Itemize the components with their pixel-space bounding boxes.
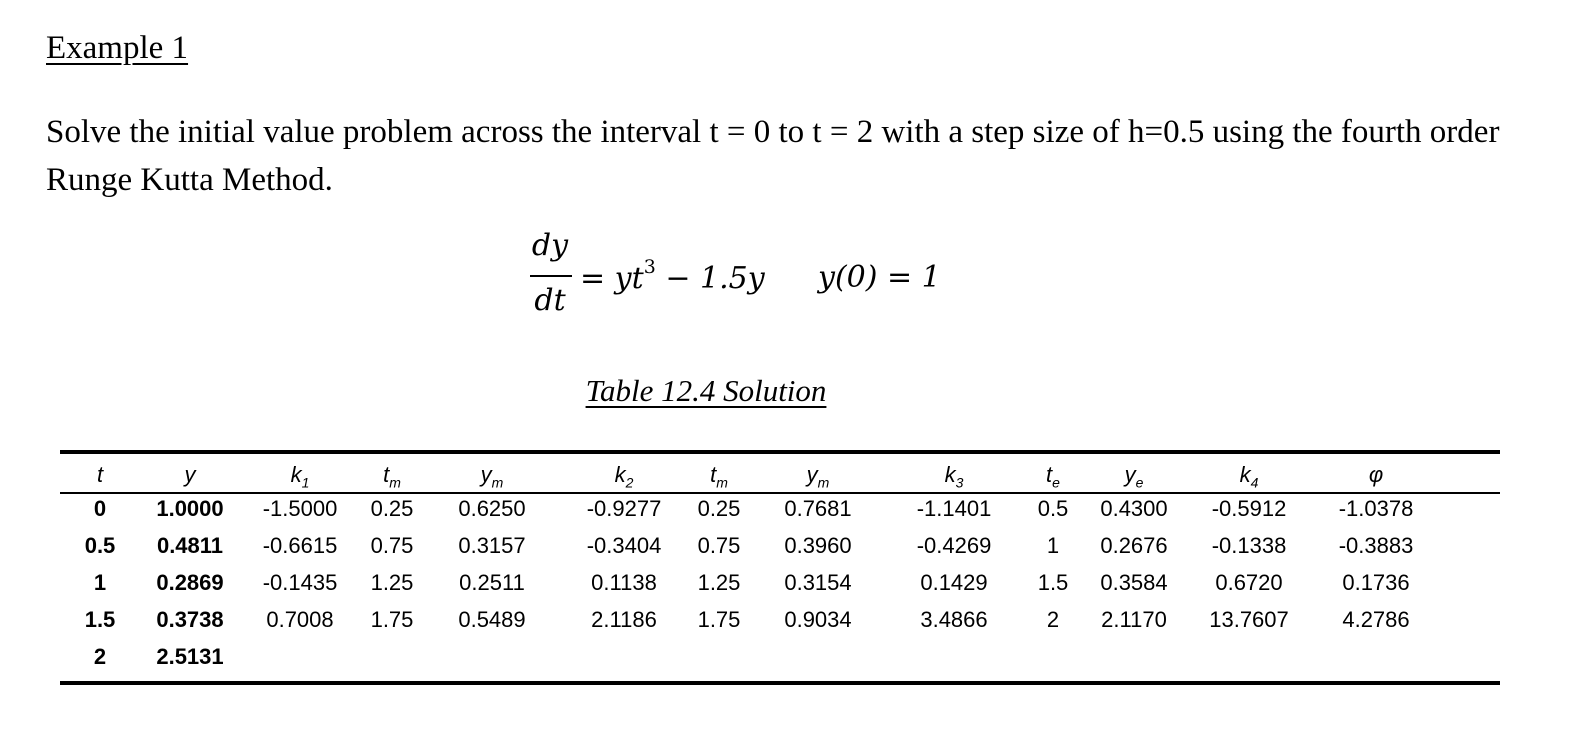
cell-tm-2: 1.25	[697, 569, 741, 595]
header-k2: $k_2$	[614, 461, 634, 490]
header-ye: $y_e$	[1124, 461, 1144, 490]
cell-tm-1: 0.25	[370, 495, 414, 521]
cell-k4	[1184, 638, 1314, 675]
cell-y: 0.4811	[156, 532, 224, 558]
cell-phi: -1.0378	[1338, 495, 1414, 521]
cell-k3: 3.4866	[920, 606, 988, 632]
table-row	[60, 638, 1438, 675]
cell-phi: -0.3883	[1338, 532, 1414, 558]
cell-k4: -0.1338	[1211, 532, 1287, 558]
cell-k3: 0.1429	[920, 569, 988, 595]
header-k3: $k_3$	[944, 461, 964, 490]
cell-ym-2	[750, 638, 886, 675]
cell-tm-2: 0.25	[697, 495, 741, 521]
header-rule	[60, 492, 1500, 494]
initial-condition: y(0) = 1	[818, 260, 941, 295]
rhs-main: = yt	[580, 261, 644, 296]
header-tm-2: $t_m$	[710, 461, 728, 490]
cell-y: 0.2869	[156, 569, 224, 595]
header-phi: φ	[1368, 461, 1384, 487]
cell-ye: 2.1170	[1101, 606, 1167, 632]
cell-tm-1: 1.25	[370, 569, 414, 595]
cell-ym-2: 0.9034	[784, 606, 852, 632]
cell-ym-2: 0.3960	[784, 532, 852, 558]
cell-k3: -0.4269	[916, 532, 992, 558]
header-tm-1: $t_m$	[383, 461, 401, 490]
header-k4: $k_4$	[1239, 461, 1259, 490]
cell-tm-2: 0.75	[697, 532, 741, 558]
cell-k2	[560, 638, 688, 675]
cell-te	[1022, 638, 1084, 675]
cell-te: 1.5	[1037, 569, 1069, 595]
cell-k1: 0.7008	[266, 606, 334, 632]
cell-k1: -0.6615	[262, 532, 338, 558]
cell-k1: -1.5000	[262, 495, 338, 521]
header-y: y	[184, 461, 196, 487]
cell-te: 2	[1046, 606, 1060, 632]
rk-table-grid	[60, 458, 1438, 675]
cell-te: 1	[1046, 532, 1060, 558]
cell-ye: 0.3584	[1100, 569, 1168, 595]
cell-ym-2: 0.7681	[784, 495, 852, 521]
header-k1: $k_1$	[290, 461, 310, 490]
cell-tm-2	[688, 638, 750, 675]
fraction-numerator: dy	[531, 228, 569, 263]
cell-ym-1: 0.3157	[458, 532, 526, 558]
table-caption: Table 12.4 Solution	[585, 373, 827, 408]
cell-y: 0.3738	[156, 606, 224, 632]
fraction-denominator: dt	[534, 283, 566, 318]
cell-ye	[1084, 638, 1184, 675]
cell-k3: -1.1401	[916, 495, 992, 521]
cell-tm-1	[360, 638, 424, 675]
cell-tm-2: 1.75	[697, 606, 741, 632]
cell-ye: 0.4300	[1100, 495, 1168, 521]
cell-t: 1	[93, 569, 107, 595]
cell-y: 2.5131	[156, 643, 224, 669]
cell-tm-1: 1.75	[370, 606, 414, 632]
cell-phi	[1314, 638, 1438, 675]
cell-k4: 13.7607	[1209, 606, 1289, 632]
table-top-rule	[60, 450, 1500, 454]
cell-ye: 0.2676	[1100, 532, 1168, 558]
cell-t: 2	[93, 643, 107, 669]
fraction-bar	[530, 275, 572, 277]
cell-ym-2: 0.3154	[784, 569, 852, 595]
cell-k2: 0.1138	[591, 569, 657, 595]
cell-ym-1	[424, 638, 560, 675]
cell-ym-1: 0.6250	[458, 495, 526, 521]
cell-k4: 0.6720	[1215, 569, 1283, 595]
table-row	[60, 601, 1438, 638]
problem-statement: Solve the initial value problem across the interval t = 0 to t = 2 with a step size of h=0.5 using the fourth order Runge Kutta Method.	[46, 114, 1500, 198]
equation-rhs	[580, 256, 765, 296]
cell-k2: -0.3404	[586, 532, 662, 558]
cell-y: 1.0000	[156, 495, 224, 521]
cell-ym-1: 0.5489	[458, 606, 526, 632]
rhs-tail: − 1.5y	[655, 261, 765, 296]
header-ym-2: $y_m$	[806, 461, 830, 490]
cell-k1	[240, 638, 360, 675]
cell-ym-1: 0.2511	[459, 569, 525, 595]
cell-phi: 4.2786	[1342, 606, 1410, 632]
header-te: $t_e$	[1046, 461, 1060, 490]
rhs-exponent: 3	[643, 256, 656, 278]
table-bottom-rule	[60, 681, 1500, 685]
header-ym-1: $y_m$	[480, 461, 504, 490]
table-row	[60, 527, 1438, 564]
header-row	[60, 458, 1438, 490]
cell-k2: -0.9277	[586, 495, 662, 521]
cell-k1: -0.1435	[262, 569, 338, 595]
cell-k2: 2.1186	[591, 606, 657, 632]
cell-phi: 0.1736	[1342, 569, 1410, 595]
header-t: t	[96, 461, 104, 487]
table-row	[60, 564, 1438, 601]
cell-k4: -0.5912	[1211, 495, 1287, 521]
cell-t: 0	[93, 495, 107, 521]
cell-k3	[886, 638, 1022, 675]
cell-t: 1.5	[84, 606, 116, 632]
cell-te: 0.5	[1037, 495, 1069, 521]
cell-tm-1: 0.75	[370, 532, 414, 558]
example-heading: Example 1	[46, 30, 189, 66]
cell-t: 0.5	[84, 532, 116, 558]
table-row	[60, 490, 1438, 527]
